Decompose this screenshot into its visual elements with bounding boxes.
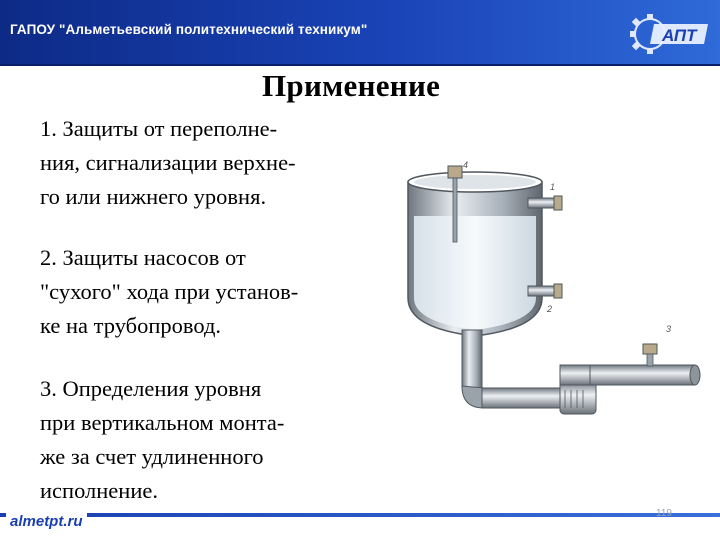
footer-divider — [0, 513, 720, 517]
svg-text:4: 4 — [463, 160, 469, 170]
institution-title: ГАПОУ "Альметьевский политехнический техникум" — [10, 22, 368, 37]
item-3-line-4: исполнение. — [40, 478, 158, 503]
level-sensor-3 — [643, 324, 671, 366]
item-3-line-2: при вертикальном монта- — [40, 410, 285, 435]
slide-title: Применение — [262, 68, 441, 103]
item-2-line-1: 2. Защиты насосов от — [40, 245, 246, 270]
footer-website: almetpt.ru — [6, 513, 87, 530]
item-3-line-3: же за счет удлиненного — [40, 444, 264, 469]
item-2-line-2: "сухого" хода при установ- — [40, 279, 299, 304]
item-3-line-1: 3. Определения уровня — [40, 376, 262, 401]
svg-text:3: 3 — [666, 324, 672, 334]
header-bar — [0, 0, 720, 66]
tank — [408, 172, 542, 336]
item-1 — [40, 112, 380, 214]
item-1-line-3: го или нижнего уровня. — [40, 184, 267, 209]
item-2-line-3: ке на трубопровод. — [40, 313, 222, 338]
svg-text:АПТ: АПТ — [662, 26, 697, 45]
svg-text:1: 1 — [550, 182, 556, 192]
outlet-pipe — [462, 330, 700, 414]
item-2 — [40, 241, 380, 343]
page-number: 119 — [656, 508, 672, 519]
item-3 — [40, 372, 380, 508]
item-1-line-1: 1. Защиты от переполне- — [40, 116, 278, 141]
item-1-line-2: ния, сигнализации верхне- — [40, 150, 296, 175]
tank-piping-illustration — [400, 160, 710, 420]
svg-text:2: 2 — [547, 304, 553, 314]
apt-logo — [624, 10, 712, 58]
